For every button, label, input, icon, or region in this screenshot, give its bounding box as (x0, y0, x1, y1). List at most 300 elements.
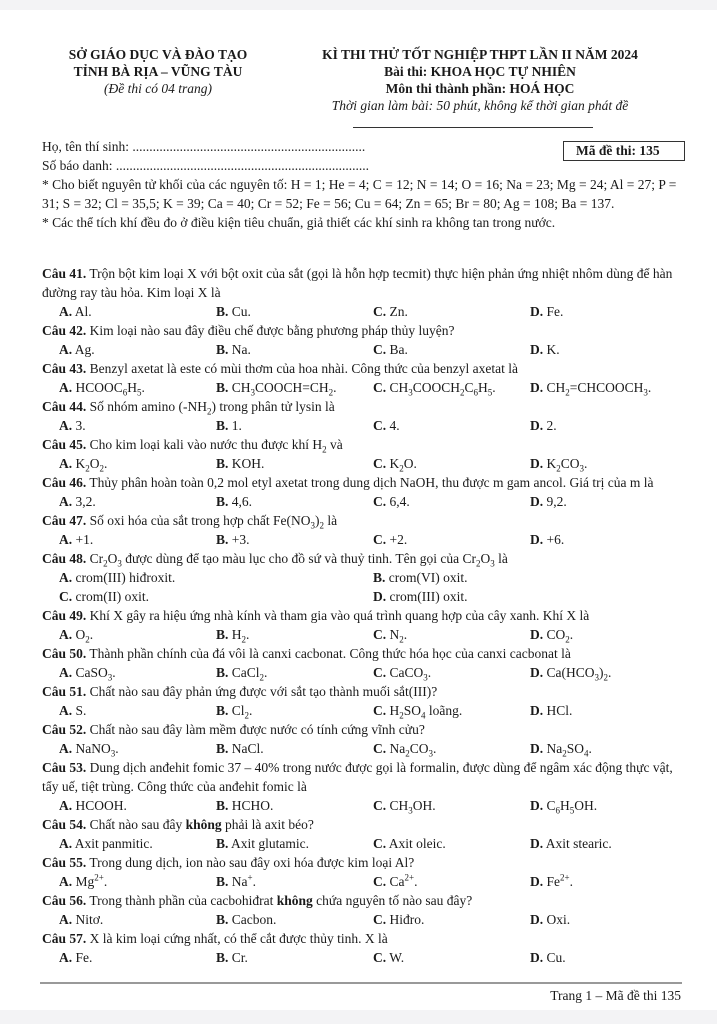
question-number: Câu 53. (42, 760, 87, 775)
answer-option (373, 701, 530, 720)
answer-option (373, 340, 530, 359)
question-text: Thủy phân hoàn toàn 0,2 mol etyl axetat trong dung dịch NaOH, thu được m gam ancol. Giá trị của m là (86, 475, 654, 490)
option-letter: C. (373, 380, 387, 395)
gas-conditions-note: * Các thể tích khí đều đo ở điều kiện tiêu chuẩn, giả thiết các khí sinh ra không tan trong nước. (42, 215, 556, 230)
option-text: $Ca(HCO_3)_2$. (543, 665, 612, 683)
answer-options (42, 416, 682, 435)
answer-option (373, 948, 530, 967)
answer-options (42, 872, 682, 891)
question-text: Trộn bột kim loại X với bột oxit của sắt (gọi là hỗn hợp tecmit) thực hiện phản ứng nhiệt nhôm dùng để hàn đường ray tàu hỏa. Kim loại X là (42, 266, 673, 300)
option-text: Ag. (72, 342, 95, 357)
answer-options (42, 587, 682, 606)
answer-option (373, 739, 530, 758)
question-stem (42, 929, 682, 948)
option-text: HCHO. (228, 798, 274, 813)
option-letter: C. (373, 836, 387, 851)
option-letter: B. (216, 665, 229, 680)
option-text: KOH. (228, 456, 265, 471)
option-letter: C. (373, 418, 387, 433)
answer-options (42, 910, 682, 929)
option-text: +2. (386, 532, 408, 547)
option-letter: A. (59, 532, 73, 547)
answer-option (530, 796, 687, 815)
header-left (38, 46, 278, 97)
exam-duration: Thời gian làm bài: 50 phút, không kể thời gian phát đề (331, 98, 629, 113)
answer-option (530, 530, 687, 549)
option-text: 4,6. (228, 494, 253, 509)
answer-option (373, 530, 530, 549)
option-text: $H_2SO_4$ loãng. (386, 703, 463, 721)
question (42, 606, 682, 644)
option-text: +1. (72, 532, 94, 547)
option-text: Axit glutamic. (228, 836, 310, 851)
question-stem (42, 853, 682, 872)
option-letter: A. (59, 456, 73, 471)
question-text: Thành phần chính của đá vôi là canxi cacbonat. Công thức hóa học của canxi cacbonat là (86, 646, 571, 661)
exam-page (0, 10, 717, 1010)
option-letter: A. (59, 741, 73, 756)
footer-divider (40, 982, 682, 984)
option-letter: D. (530, 798, 544, 813)
option-text: $Fe^{2+}$. (543, 872, 573, 889)
question-text: Khí X gây ra hiệu ứng nhà kính và tham gia vào quá trình quang hợp của cây xanh. Khí X là (86, 608, 590, 623)
answer-option (216, 416, 373, 435)
answer-options (42, 948, 682, 967)
question (42, 644, 682, 682)
answer-option (216, 530, 373, 549)
option-letter: B. (216, 532, 229, 547)
option-text: 1. (228, 418, 242, 433)
answer-option (216, 492, 373, 511)
option-text: $C_6H_5OH$. (543, 798, 598, 816)
option-letter: B. (216, 304, 229, 319)
answer-option (216, 701, 373, 720)
answer-option (373, 834, 530, 853)
question-stem (42, 511, 682, 530)
option-letter: B. (216, 380, 229, 395)
answer-option (59, 701, 216, 720)
option-text: Fe. (543, 304, 564, 319)
answer-option (59, 492, 216, 511)
option-letter: D. (530, 627, 544, 642)
option-text: $Mg^{2+}$. (72, 872, 108, 889)
option-text: $Na_2SO_4$. (543, 741, 592, 759)
question-number: Câu 46. (42, 475, 87, 490)
option-text: HCl. (543, 703, 573, 718)
question-text: X là kim loại cứng nhất, có thể cắt được thủy tinh. X là (86, 931, 388, 946)
answer-options (42, 701, 682, 720)
option-letter: A. (59, 912, 73, 927)
answer-option (216, 663, 373, 682)
answer-option (530, 454, 687, 473)
option-text: $CH_2=CHCOOCH_3$. (543, 380, 652, 398)
answer-options (42, 834, 682, 853)
option-letter: D. (530, 836, 544, 851)
option-text: $N_2$. (386, 627, 408, 645)
option-text: Cu. (228, 304, 251, 319)
option-letter: B. (216, 418, 229, 433)
answer-option (216, 834, 373, 853)
option-letter: A. (59, 836, 73, 851)
option-text: Cr. (228, 950, 248, 965)
question (42, 720, 682, 758)
question-number: Câu 52. (42, 722, 87, 737)
question-number: Câu 45. (42, 437, 87, 452)
answer-options (42, 378, 682, 397)
option-text: Na+. (228, 872, 256, 889)
option-text: Axit stearic. (543, 836, 612, 851)
answer-option (59, 625, 216, 644)
question (42, 929, 682, 967)
option-text: Axit panmitic. (72, 836, 153, 851)
question-stem (42, 682, 682, 701)
answer-option (373, 302, 530, 321)
question-stem (42, 321, 682, 340)
answer-options (42, 663, 682, 682)
option-letter: D. (530, 874, 544, 889)
question-number: Câu 48. (42, 551, 87, 566)
answer-option (216, 910, 373, 929)
option-text: HCOOH. (72, 798, 127, 813)
answer-options (42, 492, 682, 511)
option-letter: B. (216, 912, 229, 927)
answer-option (373, 416, 530, 435)
option-letter: C. (373, 912, 387, 927)
answer-option (530, 416, 687, 435)
option-text: NaNO$_3$. (72, 741, 119, 759)
answer-option (530, 872, 687, 891)
question-text: Chất nào sau đây không phải là axit béo? (86, 817, 314, 832)
option-letter: A. (59, 874, 73, 889)
option-letter: C. (373, 304, 387, 319)
answer-options (42, 739, 682, 758)
option-letter: C. (373, 627, 387, 642)
option-letter: D. (530, 912, 544, 927)
exam-code-box: Mã đề thi: 135 (563, 141, 685, 161)
option-letter: B. (216, 741, 229, 756)
answer-option (373, 378, 530, 397)
answer-option (216, 340, 373, 359)
question-stem (42, 891, 682, 910)
answer-option (530, 948, 687, 967)
option-text: $O_2$. (72, 627, 94, 645)
option-text: Ba. (386, 342, 408, 357)
answer-option (216, 454, 373, 473)
option-letter: B. (216, 342, 229, 357)
option-text: crom(II) oxit. (72, 589, 149, 604)
answer-option (216, 872, 373, 891)
option-letter: D. (530, 304, 544, 319)
question (42, 758, 682, 815)
option-letter: C. (59, 589, 73, 604)
answer-option (59, 530, 216, 549)
option-letter: C. (373, 741, 387, 756)
option-letter: A. (59, 950, 73, 965)
answer-option (530, 910, 687, 929)
option-letter: D. (373, 589, 387, 604)
answer-option (530, 663, 687, 682)
question (42, 359, 682, 397)
option-text: 9,2. (543, 494, 567, 509)
option-letter: D. (530, 418, 544, 433)
question-number: Câu 44. (42, 399, 87, 414)
question-number: Câu 42. (42, 323, 87, 338)
question-stem (42, 435, 682, 454)
option-letter: B. (216, 703, 229, 718)
answer-option (530, 378, 687, 397)
question-number: Câu 50. (42, 646, 87, 661)
question-list (42, 264, 682, 967)
answer-option (373, 587, 687, 606)
option-text: 6,4. (386, 494, 410, 509)
department-name: SỞ GIÁO DỤC VÀ ĐÀO TẠO (68, 47, 248, 62)
question (42, 321, 682, 359)
answer-options (42, 796, 682, 815)
option-text: $Na_2CO_3$. (386, 741, 437, 759)
option-letter: B. (216, 627, 229, 642)
answer-option (59, 302, 216, 321)
option-text: $H_2$. (228, 627, 250, 645)
question (42, 511, 682, 549)
header-divider (353, 127, 593, 128)
option-letter: D. (530, 532, 544, 547)
answer-option (373, 568, 687, 587)
answer-option (216, 625, 373, 644)
question (42, 397, 682, 435)
answer-option (530, 739, 687, 758)
question-text: Trong thành phần của cacbohiđrat không chứa nguyên tố nào sau đây? (86, 893, 473, 908)
option-letter: C. (373, 703, 387, 718)
option-text: W. (386, 950, 405, 965)
question-number: Câu 54. (42, 817, 87, 832)
option-letter: B. (373, 570, 386, 585)
option-text: $CH_3COOCH_2C_6H_5$. (386, 380, 496, 398)
option-letter: C. (373, 494, 387, 509)
option-text: 2. (543, 418, 557, 433)
option-letter: D. (530, 950, 544, 965)
answer-option (530, 302, 687, 321)
option-letter: C. (373, 798, 387, 813)
question-stem (42, 397, 682, 416)
question-stem (42, 644, 682, 663)
option-letter: B. (216, 456, 229, 471)
question-number: Câu 57. (42, 931, 87, 946)
answer-option (59, 796, 216, 815)
answer-option (59, 378, 216, 397)
answer-option (373, 625, 530, 644)
option-letter: C. (373, 950, 387, 965)
candidate-info (42, 137, 682, 232)
option-text: $K_2O_2$. (72, 456, 108, 474)
answer-options (42, 302, 682, 321)
option-text: Na. (228, 342, 251, 357)
candidate-id-field: Số báo danh: ........................................................................... (42, 158, 369, 173)
option-letter: A. (59, 494, 73, 509)
question-stem (42, 473, 682, 492)
answer-options (42, 340, 682, 359)
question-text: Benzyl axetat là este có mùi thơm của hoa nhài. Công thức của benzyl axetat là (86, 361, 518, 376)
option-text: Al. (72, 304, 92, 319)
option-text: S. (72, 703, 87, 718)
option-letter: A. (59, 418, 73, 433)
question-text: Dung dịch anđehit fomic 37 – 40% trong nước được gọi là formalin, được dùng để ngâm xác động thực vật, tẩy uế, tiệt trùng. Công thức của anđehit fomic là (42, 760, 673, 794)
question (42, 473, 682, 511)
question-number: Câu 51. (42, 684, 87, 699)
option-letter: D. (530, 665, 544, 680)
answer-options (42, 454, 682, 473)
option-letter: A. (59, 627, 73, 642)
question (42, 264, 682, 321)
option-text: 3,2. (72, 494, 96, 509)
option-text: 3. (72, 418, 86, 433)
question-stem (42, 720, 682, 739)
option-text: Fe. (72, 950, 93, 965)
question (42, 891, 682, 929)
answer-option (59, 948, 216, 967)
option-letter: C. (373, 456, 387, 471)
option-text: $CH_3OH$. (386, 798, 436, 816)
answer-option (59, 454, 216, 473)
answer-option (59, 872, 216, 891)
answer-option (216, 948, 373, 967)
question-number: Câu 47. (42, 513, 87, 528)
question-stem (42, 758, 682, 796)
question-stem (42, 815, 682, 834)
option-letter: D. (530, 342, 544, 357)
option-letter: C. (373, 342, 387, 357)
option-text: crom(VI) oxit. (385, 570, 468, 585)
answer-option (59, 416, 216, 435)
answer-option (216, 739, 373, 758)
question (42, 853, 682, 891)
question-number: Câu 41. (42, 266, 87, 281)
option-letter: D. (530, 380, 544, 395)
question (42, 815, 682, 853)
option-letter: D. (530, 494, 544, 509)
question-text: $Cr_2O_3$ được dùng để tạo màu lục cho đồ sứ và thuỷ tinh. Tên gọi của $Cr_2O_3$ là (86, 551, 508, 569)
answer-options (42, 530, 682, 549)
atomic-masses-note: * Cho biết nguyên tử khối của các nguyên tố: H = 1; He = 4; C = 12; N = 14; O = 16; Na = 23; Mg = 24; Al = 27; P = 31; S = 32; Cl = 35,5; K = 39; Ca = 40; Cr = 52; Fe = 56; Cu = 64; Zn = 65; Br = 80; Ag = 108; Ba = 137. (42, 177, 677, 211)
question-text: Chất nào sau đây làm mềm được nước có tính cứng vĩnh cửu? (86, 722, 425, 737)
answer-option (59, 834, 216, 853)
option-text: Oxi. (543, 912, 571, 927)
option-text: NaCl. (228, 741, 264, 756)
answer-option (59, 568, 373, 587)
answer-option (59, 663, 216, 682)
answer-option (59, 910, 216, 929)
question (42, 682, 682, 720)
option-text: 4. (386, 418, 400, 433)
answer-option (530, 492, 687, 511)
option-text: K. (543, 342, 560, 357)
question-text: Số oxi hóa của sắt trong hợp chất $Fe(NO_3)_2$ là (86, 513, 338, 531)
option-text: $K_2CO_3$. (543, 456, 588, 474)
option-text: CaCl$_2$. (228, 665, 268, 683)
question-stem (42, 549, 682, 568)
answer-option (373, 872, 530, 891)
answer-option (530, 834, 687, 853)
question-stem (42, 359, 682, 378)
answer-option (530, 625, 687, 644)
option-text: $HCOOC_6H_5$. (72, 380, 145, 398)
answer-option (59, 587, 373, 606)
option-letter: D. (530, 741, 544, 756)
option-letter: A. (59, 798, 73, 813)
option-letter: B. (216, 798, 229, 813)
option-letter: C. (373, 532, 387, 547)
question (42, 435, 682, 473)
option-text: crom(III) hiđroxit. (72, 570, 176, 585)
question-text: Số nhóm amino $(-NH_2)$ trong phân tử lysin là (86, 399, 335, 417)
option-letter: D. (530, 456, 544, 471)
header-right (280, 46, 680, 114)
answer-option (216, 302, 373, 321)
option-letter: D. (530, 703, 544, 718)
option-letter: A. (59, 703, 73, 718)
answer-options (42, 568, 682, 587)
question (42, 549, 682, 606)
question-number: Câu 56. (42, 893, 87, 908)
option-letter: C. (373, 874, 387, 889)
exam-subject: Môn thi thành phần: HOÁ HỌC (385, 81, 575, 96)
option-letter: A. (59, 304, 73, 319)
option-letter: A. (59, 665, 73, 680)
option-text: Hiđro. (386, 912, 425, 927)
answer-option (216, 378, 373, 397)
option-letter: C. (373, 665, 387, 680)
page-footer: Trang 1 – Mã đề thi 135 (550, 988, 681, 1003)
question-stem (42, 606, 682, 625)
answer-option (373, 910, 530, 929)
answer-option (530, 701, 687, 720)
answer-option (59, 739, 216, 758)
question-stem (42, 264, 682, 302)
question-number: Câu 49. (42, 608, 87, 623)
exam-title: KÌ THI THỬ TỐT NGHIỆP THPT LẦN II NĂM 2024 (322, 47, 638, 62)
option-letter: A. (59, 342, 73, 357)
option-text: Axit oleic. (386, 836, 446, 851)
question-text: Chất nào sau đây phản ứng được với sắt tạo thành muối sắt(III)? (86, 684, 438, 699)
exam-subject-group: Bài thi: KHOA HỌC TỰ NHIÊN (384, 64, 576, 79)
answer-option (373, 492, 530, 511)
answer-option (216, 796, 373, 815)
answer-option (373, 796, 530, 815)
option-text: CaSO$_3$. (72, 665, 116, 683)
option-text: +3. (228, 532, 250, 547)
option-text: Cacbon. (228, 912, 277, 927)
question-text: Kim loại nào sau đây điều chế được bằng phương pháp thủy luyện? (86, 323, 455, 338)
option-text: +6. (543, 532, 565, 547)
candidate-name-field: Họ, tên thí sinh: ..................................................................... (42, 139, 366, 154)
question-text: Cho kim loại kali vào nước thu được khí $H_2$ và (86, 437, 343, 455)
option-text: $CH_3COOCH=CH_2$. (228, 380, 337, 398)
option-letter: B. (216, 950, 229, 965)
option-text: $Cl_2$. (228, 703, 253, 721)
option-text: Nitơ. (72, 912, 104, 927)
answer-option (373, 454, 530, 473)
option-text: Zn. (386, 304, 408, 319)
answer-option (530, 340, 687, 359)
option-letter: B. (216, 836, 229, 851)
province-name: TỈNH BÀ RỊA – VŨNG TÀU (73, 64, 243, 79)
question-number: Câu 55. (42, 855, 87, 870)
option-letter: B. (216, 874, 229, 889)
option-text: $Ca^{2+}$. (386, 872, 418, 889)
option-text: CaCO$_3$. (386, 665, 432, 683)
option-text: Cu. (543, 950, 566, 965)
option-letter: A. (59, 570, 73, 585)
option-letter: B. (216, 494, 229, 509)
